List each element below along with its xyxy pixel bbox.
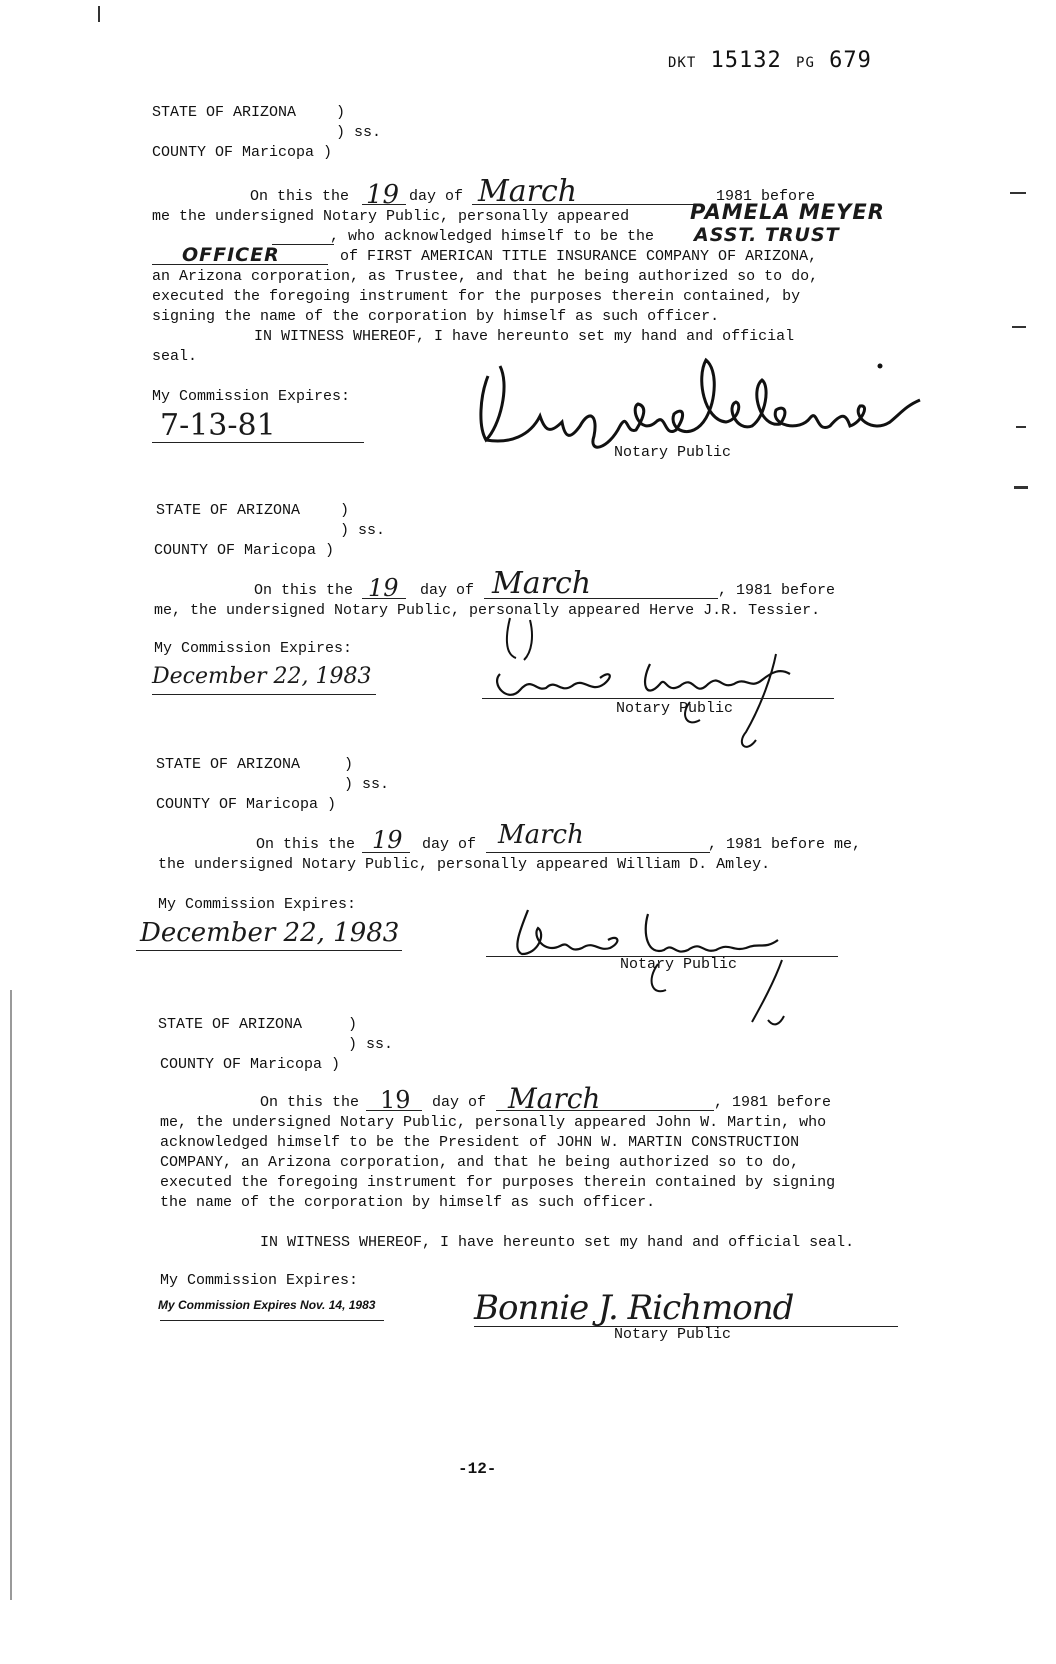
commission-label: My Commission Expires: <box>158 896 357 913</box>
page-number: -12- <box>458 1460 497 1478</box>
day-handwritten: 19 <box>368 574 399 602</box>
day-of-text: day of <box>420 582 475 599</box>
day-of-text: day of <box>422 836 477 853</box>
docket-number <box>668 48 872 73</box>
intro-on-this-the: On this the <box>256 836 356 853</box>
seal-line: seal. <box>152 348 198 365</box>
docket-page-label: PG <box>796 55 815 71</box>
month-handwritten: March <box>508 1082 601 1115</box>
state-line: STATE OF ARIZONA <box>156 502 301 519</box>
venue-paren: ) <box>348 1016 358 1033</box>
witness-line: IN WITNESS WHEREOF, I have hereunto set my hand and official <box>254 328 795 345</box>
company-line: of FIRST AMERICAN TITLE INSURANCE COMPANY OF ARIZONA, <box>340 248 818 265</box>
county-line: COUNTY OF Maricopa ) <box>160 1056 341 1073</box>
body-line-4: COMPANY, an Arizona corporation, and that he being authorized so to do, <box>160 1154 800 1171</box>
body-line-5: an Arizona corporation, as Trustee, and that he being authorized so to do, <box>152 268 819 285</box>
notary-signature-4: Bonnie J. Richmond <box>474 1288 794 1328</box>
year-before: , 1981 before <box>714 1094 832 1111</box>
body-line-2: me, the undersigned Notary Public, personally appeared John W. Martin, who <box>160 1114 827 1131</box>
day-handwritten: 19 <box>380 1086 411 1114</box>
acknowledged-line: , who acknowledged himself to be the <box>330 228 655 245</box>
month-handwritten: March <box>478 174 578 209</box>
notary-appeared-line: me the undersigned Notary Public, personally appeared <box>152 208 630 225</box>
venue-paren: ) <box>336 104 346 121</box>
county-line: COUNTY OF Maricopa ) <box>152 144 333 161</box>
year-before: , 1981 before me, <box>708 836 862 853</box>
commission-stamp: My Commission Expires Nov. 14, 1983 <box>158 1298 376 1312</box>
state-line: STATE OF ARIZONA <box>156 756 301 773</box>
day-handwritten: 19 <box>366 180 400 210</box>
appeared-line: the undersigned Notary Public, personally appeared William D. Amley. <box>158 856 771 873</box>
body-line-6: executed the foregoing instrument for the purposes therein contained, by <box>152 288 801 305</box>
year-before: , 1981 before <box>718 582 836 599</box>
state-line: STATE OF ARIZONA <box>152 104 297 121</box>
commission-label: My Commission Expires: <box>152 388 351 405</box>
notary-public-label: Notary Public <box>614 444 732 461</box>
intro-on-this-the: On this the <box>250 188 350 205</box>
ss-line: ) ss. <box>348 1036 394 1053</box>
venue-paren: ) <box>344 756 354 773</box>
month-handwritten: March <box>498 820 584 850</box>
county-line: COUNTY OF Maricopa ) <box>156 796 337 813</box>
intro-on-this-the: On this the <box>254 582 354 599</box>
day-handwritten: 19 <box>372 826 403 854</box>
ss-line: ) ss. <box>344 776 390 793</box>
docket-book: 15132 <box>710 48 782 73</box>
commission-date: December 22, 1983 <box>140 918 400 948</box>
year-before: 1981 before <box>716 188 816 205</box>
body-line-6: the name of the corporation by himself as such officer. <box>160 1194 656 1211</box>
title-handwritten-1: ASST. TRUST <box>694 224 840 246</box>
state-line: STATE OF ARIZONA <box>158 1016 303 1033</box>
commission-label: My Commission Expires: <box>154 640 353 657</box>
body-line-3: acknowledged himself to be the President of JOHN W. MARTIN CONSTRUCTION <box>160 1134 800 1151</box>
month-handwritten: March <box>492 566 592 601</box>
appeared-line: me, the undersigned Notary Public, personally appeared Herve J.R. Tessier. <box>154 602 821 619</box>
county-line: COUNTY OF Maricopa ) <box>154 542 335 559</box>
notary-public-label: Notary Public <box>614 1326 732 1343</box>
day-of-text: day of <box>409 188 464 205</box>
ss-line: ) ss. <box>336 124 382 141</box>
notary-public-label: Notary Public <box>616 700 734 717</box>
intro-on-this-the: On this the <box>260 1094 360 1111</box>
ss-line: ) ss. <box>340 522 386 539</box>
witness-line: IN WITNESS WHEREOF, I have hereunto set my hand and official seal. <box>260 1234 855 1251</box>
commission-label: My Commission Expires: <box>160 1272 359 1289</box>
notary-signature-2 <box>480 614 810 759</box>
commission-date: 7-13-81 <box>160 408 276 443</box>
body-line-5: executed the foregoing instrument for purposes therein contained by signing <box>160 1174 836 1191</box>
body-line-7: signing the name of the corporation by himself as such officer. <box>152 308 720 325</box>
docket-page: 679 <box>829 48 872 73</box>
day-of-text: day of <box>432 1094 487 1111</box>
docket-prefix: DKT <box>668 55 697 71</box>
venue-paren: ) <box>340 502 350 519</box>
commission-date: December 22, 1983 <box>152 664 372 689</box>
notary-public-label: Notary Public <box>620 956 738 973</box>
appearer-name-handwritten: PAMELA MEYER <box>690 200 885 224</box>
title-handwritten-2: OFFICER <box>182 244 280 266</box>
